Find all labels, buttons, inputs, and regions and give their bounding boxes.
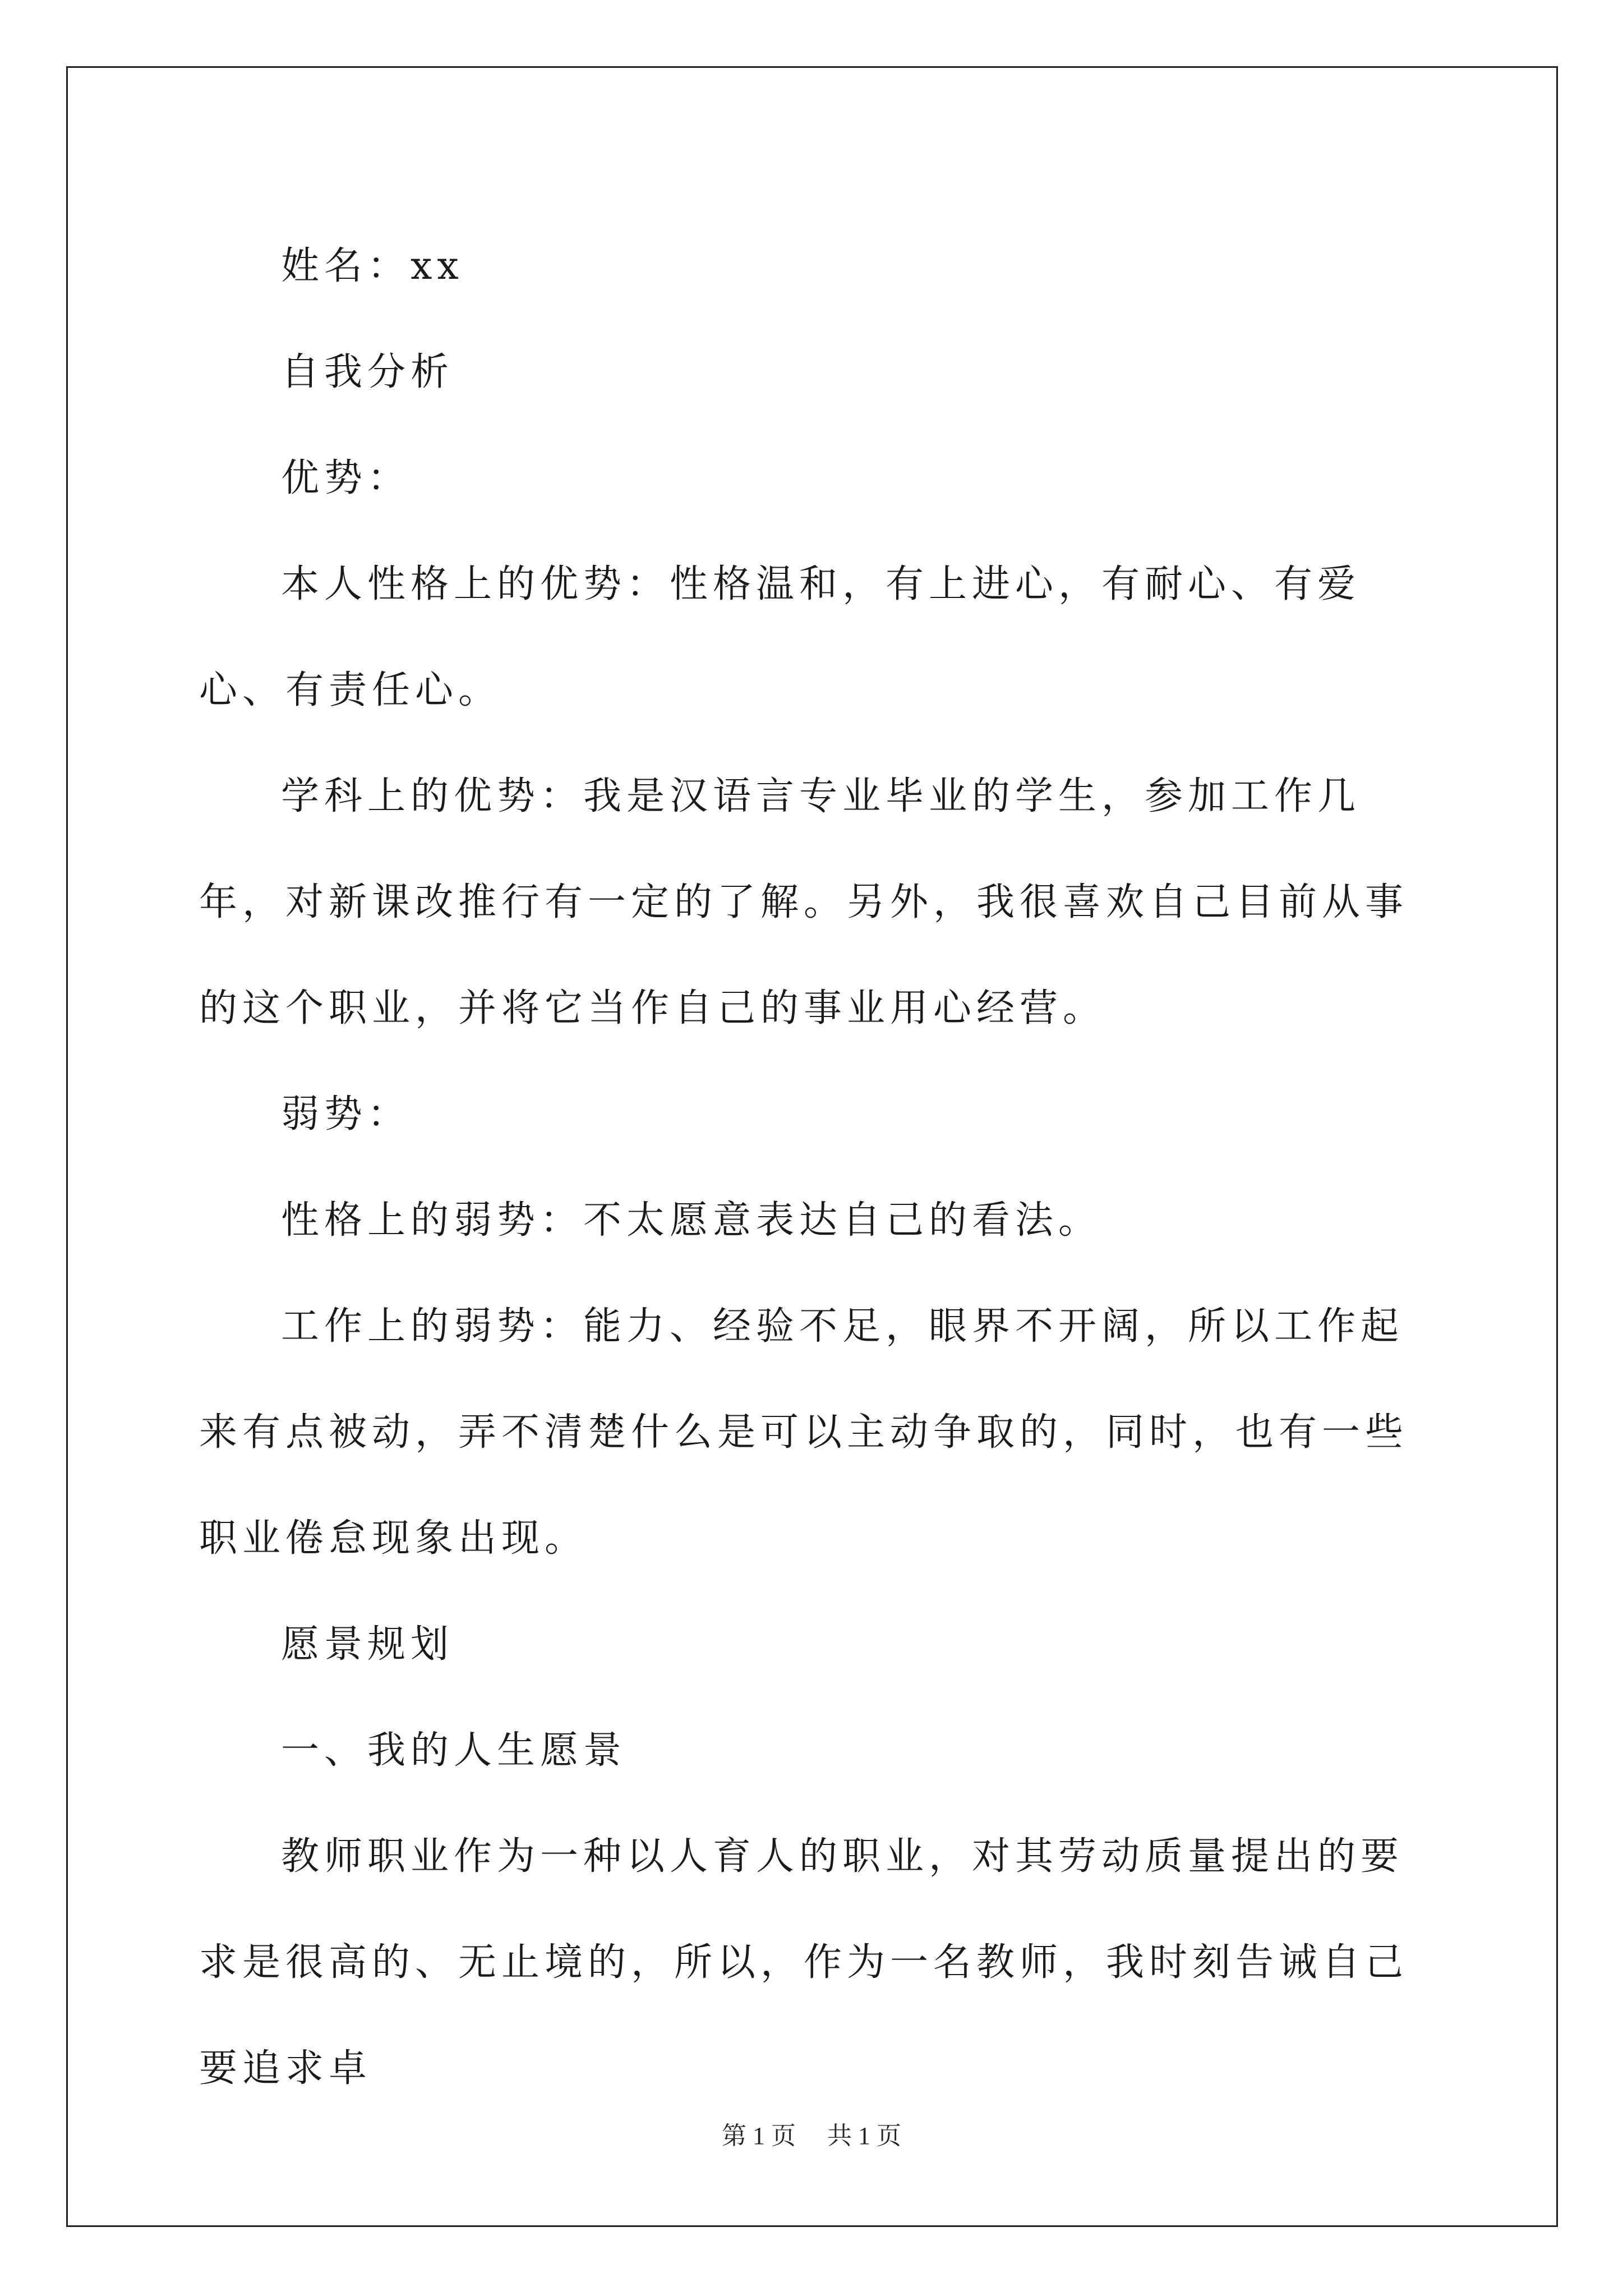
subheading-weaknesses: 弱势：: [281, 1092, 411, 1137]
paragraph-personality-strengths: 本人性格上的优势：性格温和，有上进心，有耐心、有爱心、有责任心。: [199, 562, 1361, 712]
page-total: 共 1 页: [827, 2122, 901, 2150]
page-number: 第 1 页: [722, 2122, 796, 2150]
section-heading-vision: 愿景规划: [281, 1622, 454, 1667]
name-line: 姓名：xx: [281, 244, 464, 288]
subheading-strengths: 优势：: [281, 456, 411, 500]
paragraph-work-weaknesses: 工作上的弱势：能力、经验不足，眼界不开阔，所以工作起来有点被动，弄不清楚什么是可以主动争取的，同时，也有一些职业倦怠现象出现。: [199, 1304, 1409, 1561]
page-footer: [0, 2119, 1623, 2153]
paragraph-teacher-profession: 教师职业作为一种以人育人的职业，对其劳动质量提出的要求是很高的、无止境的，所以，作为一名教师，我时刻告诫自己要追求卓: [199, 1834, 1409, 2091]
section-heading-self-analysis: 自我分析: [281, 350, 454, 394]
document-body: [199, 213, 1433, 2122]
paragraph-subject-strengths: 学科上的优势：我是汉语言专业毕业的学生，参加工作几年，对新课改推行有一定的了解。另外，我很喜欢自己目前从事的这个职业，并将它当作自己的事业用心经营。: [199, 774, 1409, 1030]
paragraph-personality-weaknesses: 性格上的弱势：不太愿意表达自己的看法。: [281, 1198, 1102, 1243]
subheading-life-vision: 一、我的人生愿景: [281, 1728, 627, 1773]
